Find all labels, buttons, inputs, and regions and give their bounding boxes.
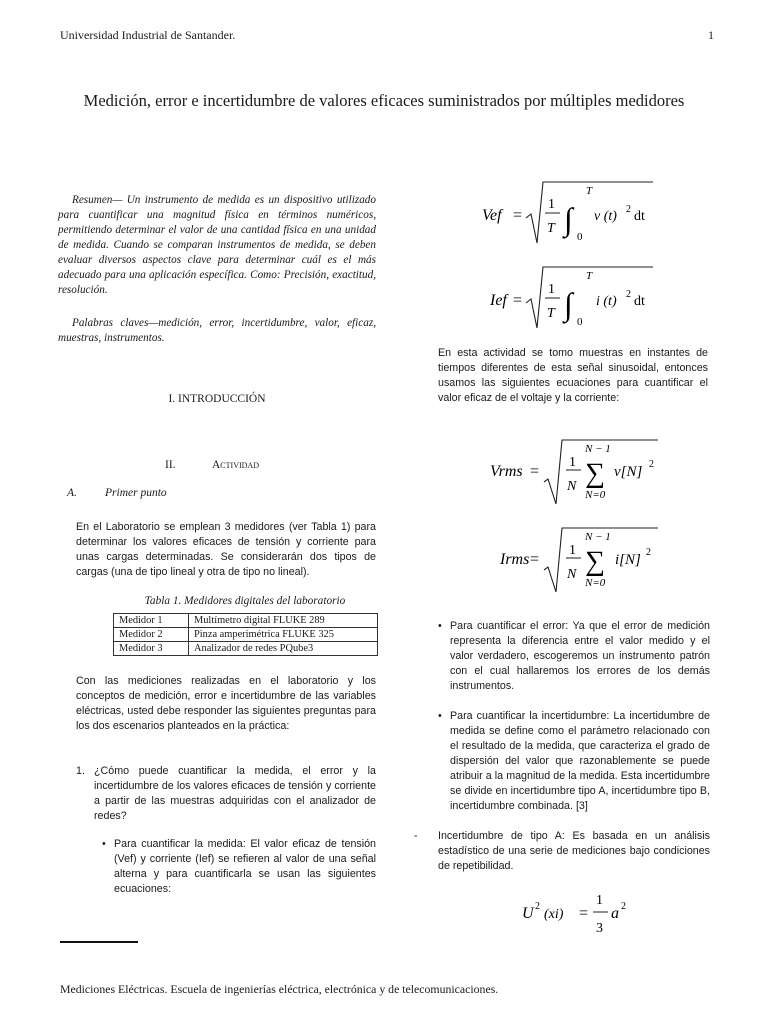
bullet-medida-text: Para cuantificar la medida: El valor eficaz de tensión (Vef) y corriente (Ief) se refieren al valor de una señal alterna y para cuantificarla se usan las siguientes ecuaciones: <box>114 838 376 895</box>
sum-symbol: ∑ <box>585 458 605 489</box>
integral-lower-limit: 0 <box>577 316 583 328</box>
argument: (xi) <box>544 907 564 922</box>
table-row <box>114 614 378 628</box>
fraction-numerator: 1 <box>548 197 555 212</box>
table-cell: Medidor 2 <box>114 628 189 642</box>
table-cell: Pinza amperimétrica FLUKE 325 <box>189 628 378 642</box>
summand: i[N] <box>615 552 641 568</box>
equation-lhs: Ief <box>490 292 507 309</box>
bullet-dot: • <box>438 620 442 632</box>
fraction-denominator: N <box>567 479 577 494</box>
question-number: 1. <box>76 765 85 777</box>
equation-vrms <box>488 438 668 508</box>
table-cell: Medidor 1 <box>114 614 189 628</box>
fraction-denominator: T <box>547 306 555 321</box>
sum-lower-limit: N=0 <box>585 489 606 501</box>
fraction-denominator: 3 <box>596 921 603 936</box>
section-actividad-number: II. <box>165 459 176 471</box>
equation-lhs: Vef <box>482 207 502 224</box>
exponent: 2 <box>649 459 654 470</box>
table-cell: Medidor 3 <box>114 642 189 656</box>
table-caption: Tabla 1. Medidores digitales del laboratorio <box>144 595 346 607</box>
bullet-medida <box>102 837 376 897</box>
question-1: ¿Cómo puede cuantificar la medida, el error y la incertidumbre de los valores eficaces de tensión y corriente a partir de las muestras adquiridas con el analizador de redes? <box>94 765 376 822</box>
exponent: 2 <box>626 289 631 300</box>
abstract: Resumen— Un instrumento de medida es un dispositivo utilizado para cuantificar una magnitud física en términos numéricos, permitiendo determinar el valor de una cantidad física en una unidad de medida. Cuando se comparan instrumentos de medida, se deben evaluar diversos aspectos clave para determinar cuál es el más adecuado para una aplicación específica. Como: Precisión, exactitud, resolución. <box>58 194 376 296</box>
integral-symbol: ∫ <box>564 286 573 322</box>
equals-sign: = <box>513 207 523 224</box>
subsection-primer-punto: Primer punto <box>105 487 167 499</box>
table-cell: Multímetro digital FLUKE 289 <box>189 614 378 628</box>
sum-symbol: ∑ <box>585 546 605 577</box>
bullet-dot: • <box>102 838 106 850</box>
page-footer: Mediciones Eléctricas. Escuela de ingenierías eléctrica, electrónica y de telecomunicaciones. <box>60 982 499 996</box>
integral-upper-limit: T <box>586 270 593 282</box>
bullet-incertidumbre <box>438 709 710 814</box>
table-cell: Analizador de redes PQube3 <box>189 642 378 656</box>
section-introduccion: I. INTRODUCCIÓN <box>168 393 266 405</box>
equation-ief <box>478 265 658 337</box>
paragraph-laboratorio: En el Laboratorio se emplean 3 medidores (ver Tabla 1) para determinar los valores eficaces de tensión y corriente para unas cargas determinadas. Se considerarán dos tipos de cargas (una de tipo lineal y otra de tipo no lineal). <box>76 521 376 578</box>
integral-upper-limit: T <box>586 185 593 197</box>
exponent: 2 <box>621 901 626 912</box>
fraction-numerator: 1 <box>548 282 555 297</box>
equation-uncertainty-a <box>520 884 640 940</box>
equals-sign: = <box>530 551 540 568</box>
equals-sign: = <box>513 292 523 309</box>
integrand: v (t) <box>594 209 617 224</box>
incertidumbre-tipo-a: Incertidumbre de tipo A: Es basada en un análisis estadístico de una serie de mediciones bajo condiciones de repetibilidad. <box>438 830 710 872</box>
integrand: i (t) <box>596 294 617 309</box>
equation-lhs: Vrms <box>490 463 523 480</box>
paper-title: Medición, error e incertidumbre de valores eficaces suministrados por múltiples medidores <box>83 91 685 110</box>
subsection-letter: A. <box>67 487 77 499</box>
differential: dt <box>634 209 645 224</box>
equation-vef <box>478 180 658 252</box>
bullet-dot: • <box>438 710 442 722</box>
fraction-numerator: 1 <box>569 455 576 470</box>
footnote-separator <box>60 941 138 943</box>
sum-upper-limit: N − 1 <box>585 443 611 455</box>
exponent: 2 <box>626 204 631 215</box>
equation-lhs: Irms <box>500 551 530 568</box>
paragraph-muestras: En esta actividad se tomo muestras en instantes de tiempos diferentes de esta señal sinusoidal, entonces usamos las siguientes ecuaciones para cuantificar el valor eficaz de el voltaje y la corriente: <box>438 347 708 404</box>
equals-sign: = <box>530 463 540 480</box>
table-row <box>114 642 378 656</box>
section-actividad: Actividad <box>212 459 259 471</box>
summand: v[N] <box>614 464 643 480</box>
dash-marker: - <box>414 830 418 842</box>
exponent: 2 <box>646 547 651 558</box>
medidores-table <box>113 613 378 656</box>
paragraph-mediciones: Con las mediciones realizadas en el laboratorio y los conceptos de medición, error e incertidumbre de las variables eléctricas, usted debe responder las siguientes preguntas para los dos escenarios planteados en la práctica: <box>76 675 376 732</box>
fraction-numerator: 1 <box>596 893 603 908</box>
bullet-error-text: Para cuantificar el error: Ya que el error de medición representa la diferencia entre el valor medido y el valor verdadero, escogeremos un instrumento patrón con el cual hallaremos los errores de los demás instrumentos. <box>450 620 710 692</box>
integral-lower-limit: 0 <box>577 231 583 243</box>
exponent: 2 <box>535 901 540 912</box>
keywords: Palabras claves—medición, error, incertidumbre, valor, eficaz, muestras, instrumentos. <box>58 317 376 344</box>
bullet-incertidumbre-text: Para cuantificar la incertidumbre: La incertidumbre de medida se define como el parámetro relacionado con el resultado de la medida, que caracteriza el grado de dispersión del valor que razonablemente se puede atribuir a la magnitud de la medida. Esta incertidumbre se divide en incertidumbre tipo A, incertidumbre tipo B, incertidumbre combinada. [3] <box>450 710 710 812</box>
equation-lhs: U <box>522 905 534 922</box>
fraction-numerator: 1 <box>569 543 576 558</box>
table-row <box>114 628 378 642</box>
fraction-denominator: N <box>567 567 577 582</box>
variable-a: a <box>611 905 619 922</box>
sum-lower-limit: N=0 <box>585 577 606 589</box>
sum-upper-limit: N − 1 <box>585 531 611 543</box>
page-number: 1 <box>708 28 714 42</box>
bullet-error <box>438 619 710 694</box>
integral-symbol: ∫ <box>564 201 573 237</box>
running-header: Universidad Industrial de Santander. <box>60 28 236 42</box>
equation-irms <box>498 526 668 596</box>
equals-sign: = <box>579 905 589 922</box>
differential: dt <box>634 294 645 309</box>
fraction-denominator: T <box>547 221 555 236</box>
